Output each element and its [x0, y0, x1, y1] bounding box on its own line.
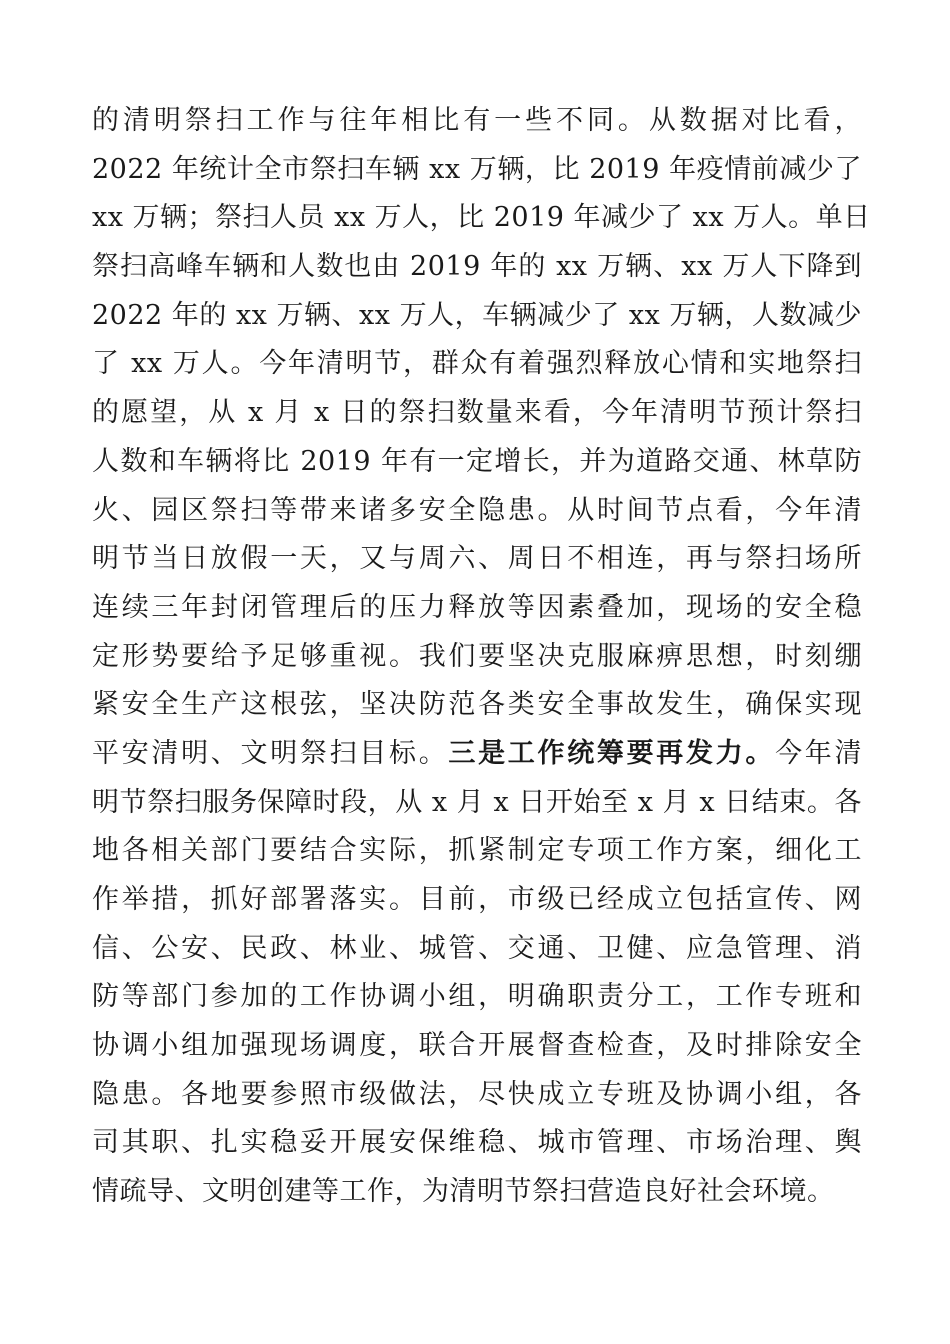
text-line-12: 定形势要给予足够重视。我们要坚决克服麻痹思想，时刻绷: [92, 640, 862, 672]
section-heading-bold: 三是工作统筹要再发力。: [448, 737, 776, 769]
text-line-16: 地各相关部门要结合实际，抓紧制定专项工作方案，细化工: [92, 835, 862, 867]
text-line-6: 了 xx 万人。今年清明节，群众有着强烈释放心情和实地祭扫: [92, 348, 862, 380]
text-line-3: xx 万辆；祭扫人员 xx 万人，比 2019 年减少了 xx 万人。单日: [92, 202, 871, 234]
text-line-21: 隐患。各地要参照市级做法，尽快成立专班及协调小组，各: [92, 1078, 862, 1110]
text-line-9: 火、园区祭扫等带来诸多安全隐患。从时间节点看，今年清: [92, 494, 862, 526]
text-line-8: 人数和车辆将比 2019 年有一定增长，并为道路交通、林草防: [92, 445, 862, 477]
document-body: [92, 97, 871, 1217]
text-line-11: 连续三年封闭管理后的压力释放等因素叠加，现场的安全稳: [92, 591, 862, 623]
text-line-1: 的清明祭扫工作与往年相比有一些不同。从数据对比看，: [92, 105, 862, 136]
text-line-18: 信、公安、民政、林业、城管、交通、卫健、应急管理、消: [92, 932, 862, 964]
text-line-13: 紧安全生产这根弦，坚决防范各类安全事故发生，确保实现: [92, 689, 862, 721]
text-line-15: 明节祭扫服务保障时段，从 x 月 x 日开始至 x 月 x 日结束。各: [92, 786, 862, 818]
text-line-7: 的愿望，从 x 月 x 日的祭扫数量来看，今年清明节预计祭扫: [92, 397, 862, 429]
text-line-14-end: 今年清: [775, 737, 863, 769]
text-line-20: 协调小组加强现场调度，联合开展督查检查，及时排除安全: [92, 1030, 862, 1062]
text-line-22: 司其职、扎实稳妥开展安保维稳、城市管理、市场治理、舆: [92, 1127, 862, 1159]
text-line-17: 作举措，抓好部署落实。目前，市级已经成立包括宣传、网: [92, 884, 862, 915]
text-line-2: 2022 年统计全市祭扫车辆 xx 万辆，比 2019 年疫情前减少了: [92, 153, 862, 185]
text-line-14: [92, 730, 862, 779]
text-line-23: 情疏导、文明创建等工作，为清明节祭扫营造良好社会环境。: [92, 1176, 835, 1208]
text-line-14-start: 平安清明、文明祭扫目标。: [92, 737, 449, 769]
text-line-10: 明节当日放假一天，又与周六、周日不相连，再与祭扫场所: [92, 543, 862, 575]
text-line-4: 祭扫高峰车辆和人数也由 2019 年的 xx 万辆、xx 万人下降到: [92, 251, 862, 283]
text-line-19: 防等部门参加的工作协调小组，明确职责分工，工作专班和: [92, 981, 862, 1013]
text-line-5: 2022 年的 xx 万辆、xx 万人，车辆减少了 xx 万辆，人数减少: [92, 299, 862, 331]
